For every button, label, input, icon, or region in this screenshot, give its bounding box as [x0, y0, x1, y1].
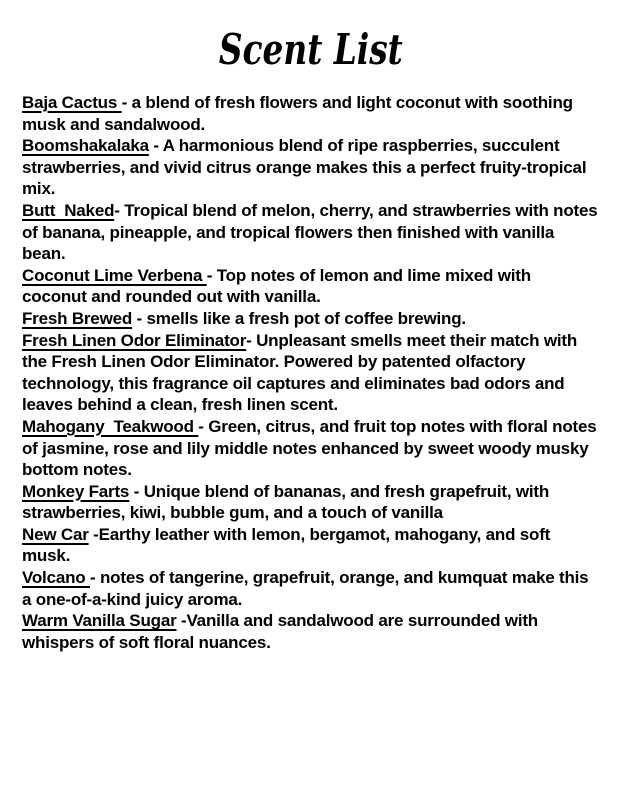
scent-name: Coconut Lime Verbena	[22, 265, 207, 285]
scent-entry	[22, 135, 600, 200]
scent-description: - Unpleasant smells meet their match with the Fresh Linen Odor Eliminator. Powered by patented olfactory technology, this fragrance oil captures and eliminates bad odors and leaves behind a clean, fresh linen scent.	[22, 330, 582, 415]
scent-description: -Vanilla and sandalwood are surrounded with whispers of soft floral nuances.	[22, 611, 543, 652]
page-title: Scent List	[218, 25, 403, 74]
scent-name: Warm Vanilla Sugar	[22, 611, 177, 631]
scent-name: Baja Cactus	[22, 93, 122, 112]
scent-entry	[22, 200, 603, 265]
scent-name: Fresh Linen Odor Eliminator	[22, 330, 247, 350]
title-area	[22, 24, 599, 82]
scent-name: New Car	[22, 524, 89, 544]
scent-entry	[22, 92, 600, 135]
scent-description: - notes of tangerine, grapefruit, orange, and kumquat make this a one-of-a-kind juicy aroma.	[22, 568, 593, 609]
scent-name: Volcano	[22, 568, 90, 588]
scent-description: - Tropical blend of melon, cherry, and strawberries with notes of banana, pineapple, and tropical flowers then finished with vanilla bean.	[22, 200, 603, 264]
scent-name: Fresh Brewed	[22, 308, 133, 328]
scent-description: - Unique blend of bananas, and fresh grapefruit, with strawberries, kiwi, bubble gum, and a touch of vanilla	[22, 481, 554, 523]
scent-description: - smells like a fresh pot of coffee brewing.	[132, 308, 466, 328]
scent-name: Mahogany Teakwood	[22, 416, 199, 436]
scent-list	[22, 92, 603, 653]
scent-name: Boomshakalaka	[22, 136, 149, 156]
scent-description: - Green, citrus, and fruit top notes with floral notes of jasmine, rose and lily middle notes enhanced by sweet woody musky bottom notes.	[22, 416, 601, 480]
scent-entry	[22, 416, 600, 481]
scent-entry	[22, 524, 600, 567]
scent-entry	[22, 265, 600, 308]
scent-description: -Earthy leather with lemon, bergamot, mahogany, and soft musk.	[22, 524, 555, 566]
scent-entry	[22, 330, 600, 416]
scent-description: - A harmonious blend of ripe raspberries, succulent strawberries, and vivid citrus orange makes this a perfect fruity-tropical mix.	[22, 136, 591, 199]
scent-description: - a blend of fresh flowers and light coconut with soothing musk and sandalwood.	[22, 93, 578, 134]
scent-entry	[22, 308, 600, 330]
scent-name: Monkey Farts	[22, 481, 130, 501]
scent-entry	[22, 610, 600, 653]
scent-description: - Top notes of lemon and lime mixed with coconut and rounded out with vanilla.	[22, 265, 536, 307]
scent-name: Butt Naked	[22, 200, 115, 220]
scent-entry	[22, 481, 600, 524]
scent-entry	[22, 567, 600, 610]
